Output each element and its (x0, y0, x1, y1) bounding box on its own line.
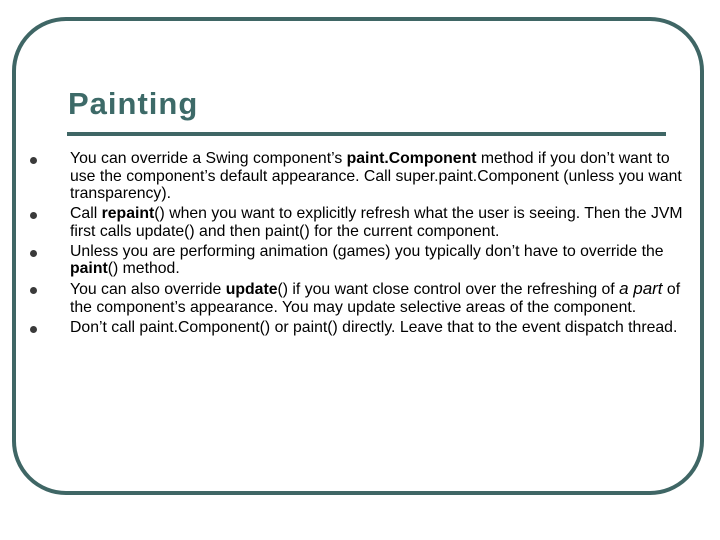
bullet-keyword: paint (70, 260, 108, 277)
bullet-text-segment: of the component’s appearance. You may update selective areas of the component. (70, 281, 681, 316)
bullet-text-segment: () when you want to explicitly refresh what the user is seeing. Then the JVM first calls update() and then paint() for the current component. (70, 205, 683, 240)
bullet-text-segment: () if you want close control over the refreshing of (277, 281, 620, 298)
bullet-item (28, 243, 692, 278)
bullet-emphasis: a part (619, 279, 663, 298)
bullet-item (28, 280, 692, 316)
title-underline (67, 132, 666, 136)
bullet-dot-icon (30, 287, 37, 294)
bullet-text-segment: () method. (107, 260, 180, 277)
bullet-text-segment: Don’t call paint.Component() or paint() directly. Leave that to the event dispatch thread. (70, 318, 678, 336)
bullet-item (28, 150, 692, 203)
bullet-item (28, 205, 692, 240)
bullet-list (28, 150, 692, 339)
bullet-dot-icon (30, 326, 37, 333)
bullet-dot-icon (30, 250, 37, 257)
bullet-keyword: update (225, 281, 278, 298)
slide-title: Painting (68, 86, 199, 121)
bullet-keyword: repaint (101, 205, 155, 222)
bullet-text-segment: You can override a Swing component’s (70, 150, 347, 167)
bullet-text-segment: method if you don’t want to use the component’s default appearance. Call super.paint.Component (unless you want transparency). (70, 150, 682, 202)
bullet-text-segment: Call (70, 205, 102, 222)
bullet-dot-icon (30, 212, 37, 219)
bullet-text-segment: You can also override (70, 281, 226, 298)
bullet-keyword: paint.Component (346, 150, 477, 167)
bullet-item (28, 319, 692, 337)
bullet-text-segment: Unless you are performing animation (games) you typically don’t have to override the (70, 242, 664, 260)
bullet-dot-icon (30, 157, 37, 164)
